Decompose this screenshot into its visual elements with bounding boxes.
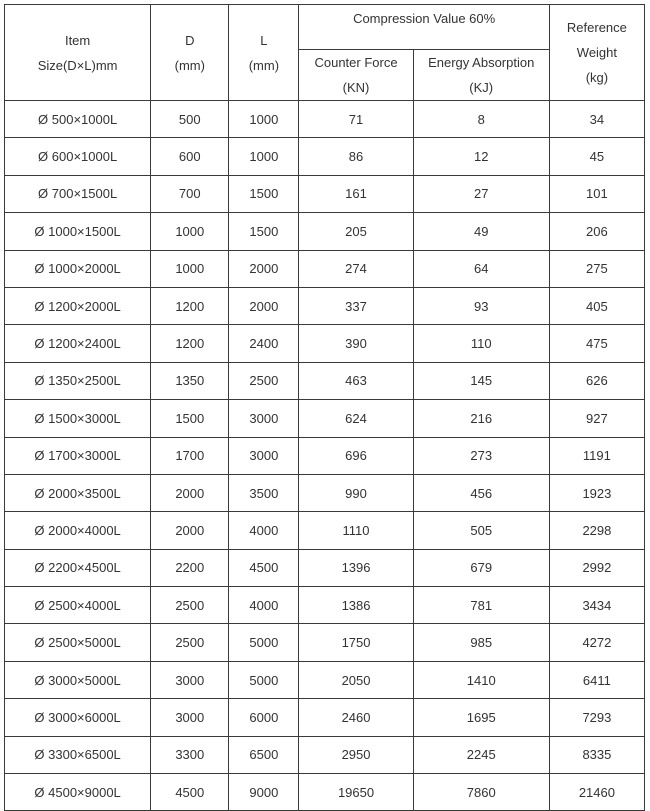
cell-item: Ø 700×1500L (5, 175, 151, 212)
cell-item: Ø 1350×2500L (5, 362, 151, 399)
cell-item: Ø 2000×3500L (5, 474, 151, 511)
table-row (5, 624, 645, 661)
cell-l: 2400 (229, 325, 299, 362)
table-row (5, 512, 645, 549)
cell-weight: 21460 (549, 774, 644, 811)
table-row (5, 101, 645, 138)
cell-counter-force: 1110 (299, 512, 413, 549)
header-counter-force: Counter Force (KN) (299, 50, 413, 101)
cell-d: 1200 (151, 287, 229, 324)
cell-energy-absorption: 110 (413, 325, 549, 362)
cell-energy-absorption: 145 (413, 362, 549, 399)
cell-d: 2000 (151, 512, 229, 549)
cell-item: Ø 2500×5000L (5, 624, 151, 661)
cell-counter-force: 463 (299, 362, 413, 399)
cell-item: Ø 1500×3000L (5, 400, 151, 437)
cell-weight: 4272 (549, 624, 644, 661)
table-row (5, 362, 645, 399)
cell-d: 2000 (151, 474, 229, 511)
header-l: L (mm) (229, 5, 299, 101)
cell-l: 4000 (229, 587, 299, 624)
cell-weight: 1923 (549, 474, 644, 511)
table-row (5, 736, 645, 773)
cell-counter-force: 390 (299, 325, 413, 362)
cell-l: 4500 (229, 549, 299, 586)
cell-weight: 206 (549, 213, 644, 250)
cell-counter-force: 337 (299, 287, 413, 324)
cell-l: 1500 (229, 175, 299, 212)
cell-energy-absorption: 8 (413, 101, 549, 138)
cell-item: Ø 1000×1500L (5, 213, 151, 250)
cell-d: 2500 (151, 587, 229, 624)
cell-energy-absorption: 1695 (413, 699, 549, 736)
cell-d: 1000 (151, 250, 229, 287)
cell-energy-absorption: 1410 (413, 661, 549, 698)
cell-l: 9000 (229, 774, 299, 811)
cell-counter-force: 1386 (299, 587, 413, 624)
cell-counter-force: 274 (299, 250, 413, 287)
cell-item: Ø 2500×4000L (5, 587, 151, 624)
cell-item: Ø 2200×4500L (5, 549, 151, 586)
header-energy-absorption: Energy Absorption (KJ) (413, 50, 549, 101)
cell-item: Ø 1200×2000L (5, 287, 151, 324)
cell-l: 6000 (229, 699, 299, 736)
table-row (5, 250, 645, 287)
cell-l: 1500 (229, 213, 299, 250)
cell-energy-absorption: 7860 (413, 774, 549, 811)
table-row (5, 661, 645, 698)
cell-energy-absorption: 49 (413, 213, 549, 250)
cell-item: Ø 2000×4000L (5, 512, 151, 549)
table-row (5, 138, 645, 175)
cell-d: 1350 (151, 362, 229, 399)
cell-item: Ø 3000×5000L (5, 661, 151, 698)
cell-d: 1000 (151, 213, 229, 250)
cell-energy-absorption: 505 (413, 512, 549, 549)
cell-weight: 2298 (549, 512, 644, 549)
cell-d: 3000 (151, 661, 229, 698)
cell-weight: 2992 (549, 549, 644, 586)
cell-item: Ø 3000×6000L (5, 699, 151, 736)
cell-energy-absorption: 679 (413, 549, 549, 586)
header-item: Item Size(D×L)mm (5, 5, 151, 101)
cell-l: 5000 (229, 624, 299, 661)
cell-weight: 45 (549, 138, 644, 175)
cell-l: 2000 (229, 287, 299, 324)
cell-energy-absorption: 93 (413, 287, 549, 324)
cell-l: 3000 (229, 437, 299, 474)
cell-counter-force: 161 (299, 175, 413, 212)
cell-counter-force: 696 (299, 437, 413, 474)
cell-counter-force: 2050 (299, 661, 413, 698)
cell-item: Ø 4500×9000L (5, 774, 151, 811)
table-row (5, 175, 645, 212)
cell-l: 2500 (229, 362, 299, 399)
cell-d: 3000 (151, 699, 229, 736)
specification-table (4, 4, 645, 811)
cell-l: 1000 (229, 138, 299, 175)
cell-energy-absorption: 781 (413, 587, 549, 624)
header-weight: Reference Weight (kg) (549, 5, 644, 101)
cell-counter-force: 1396 (299, 549, 413, 586)
table-row (5, 325, 645, 362)
header-compression: Compression Value 60% (299, 5, 549, 50)
cell-counter-force: 1750 (299, 624, 413, 661)
table-row (5, 400, 645, 437)
cell-energy-absorption: 27 (413, 175, 549, 212)
cell-item: Ø 500×1000L (5, 101, 151, 138)
table-row (5, 549, 645, 586)
cell-l: 2000 (229, 250, 299, 287)
cell-energy-absorption: 985 (413, 624, 549, 661)
cell-energy-absorption: 12 (413, 138, 549, 175)
table-row (5, 699, 645, 736)
cell-l: 6500 (229, 736, 299, 773)
cell-counter-force: 19650 (299, 774, 413, 811)
cell-item: Ø 3300×6500L (5, 736, 151, 773)
header-row-top (5, 5, 645, 50)
cell-d: 2200 (151, 549, 229, 586)
cell-weight: 6411 (549, 661, 644, 698)
cell-d: 1700 (151, 437, 229, 474)
cell-weight: 7293 (549, 699, 644, 736)
table-row (5, 437, 645, 474)
cell-d: 1500 (151, 400, 229, 437)
cell-d: 600 (151, 138, 229, 175)
cell-weight: 1191 (549, 437, 644, 474)
cell-l: 4000 (229, 512, 299, 549)
cell-d: 1200 (151, 325, 229, 362)
cell-weight: 405 (549, 287, 644, 324)
table-row (5, 774, 645, 811)
cell-weight: 275 (549, 250, 644, 287)
table-row (5, 474, 645, 511)
cell-weight: 927 (549, 400, 644, 437)
cell-counter-force: 2950 (299, 736, 413, 773)
cell-d: 700 (151, 175, 229, 212)
cell-d: 4500 (151, 774, 229, 811)
cell-item: Ø 1700×3000L (5, 437, 151, 474)
cell-d: 2500 (151, 624, 229, 661)
cell-item: Ø 1000×2000L (5, 250, 151, 287)
cell-counter-force: 71 (299, 101, 413, 138)
cell-counter-force: 2460 (299, 699, 413, 736)
cell-counter-force: 205 (299, 213, 413, 250)
cell-counter-force: 990 (299, 474, 413, 511)
cell-weight: 34 (549, 101, 644, 138)
cell-weight: 475 (549, 325, 644, 362)
cell-weight: 8335 (549, 736, 644, 773)
cell-energy-absorption: 273 (413, 437, 549, 474)
table-row (5, 213, 645, 250)
cell-energy-absorption: 456 (413, 474, 549, 511)
cell-weight: 101 (549, 175, 644, 212)
cell-item: Ø 600×1000L (5, 138, 151, 175)
cell-weight: 3434 (549, 587, 644, 624)
cell-weight: 626 (549, 362, 644, 399)
cell-energy-absorption: 2245 (413, 736, 549, 773)
cell-energy-absorption: 216 (413, 400, 549, 437)
cell-l: 5000 (229, 661, 299, 698)
cell-item: Ø 1200×2400L (5, 325, 151, 362)
cell-l: 3000 (229, 400, 299, 437)
cell-counter-force: 86 (299, 138, 413, 175)
cell-counter-force: 624 (299, 400, 413, 437)
header-d: D (mm) (151, 5, 229, 101)
cell-l: 3500 (229, 474, 299, 511)
cell-energy-absorption: 64 (413, 250, 549, 287)
cell-d: 500 (151, 101, 229, 138)
table-row (5, 287, 645, 324)
cell-d: 3300 (151, 736, 229, 773)
cell-l: 1000 (229, 101, 299, 138)
table-row (5, 587, 645, 624)
